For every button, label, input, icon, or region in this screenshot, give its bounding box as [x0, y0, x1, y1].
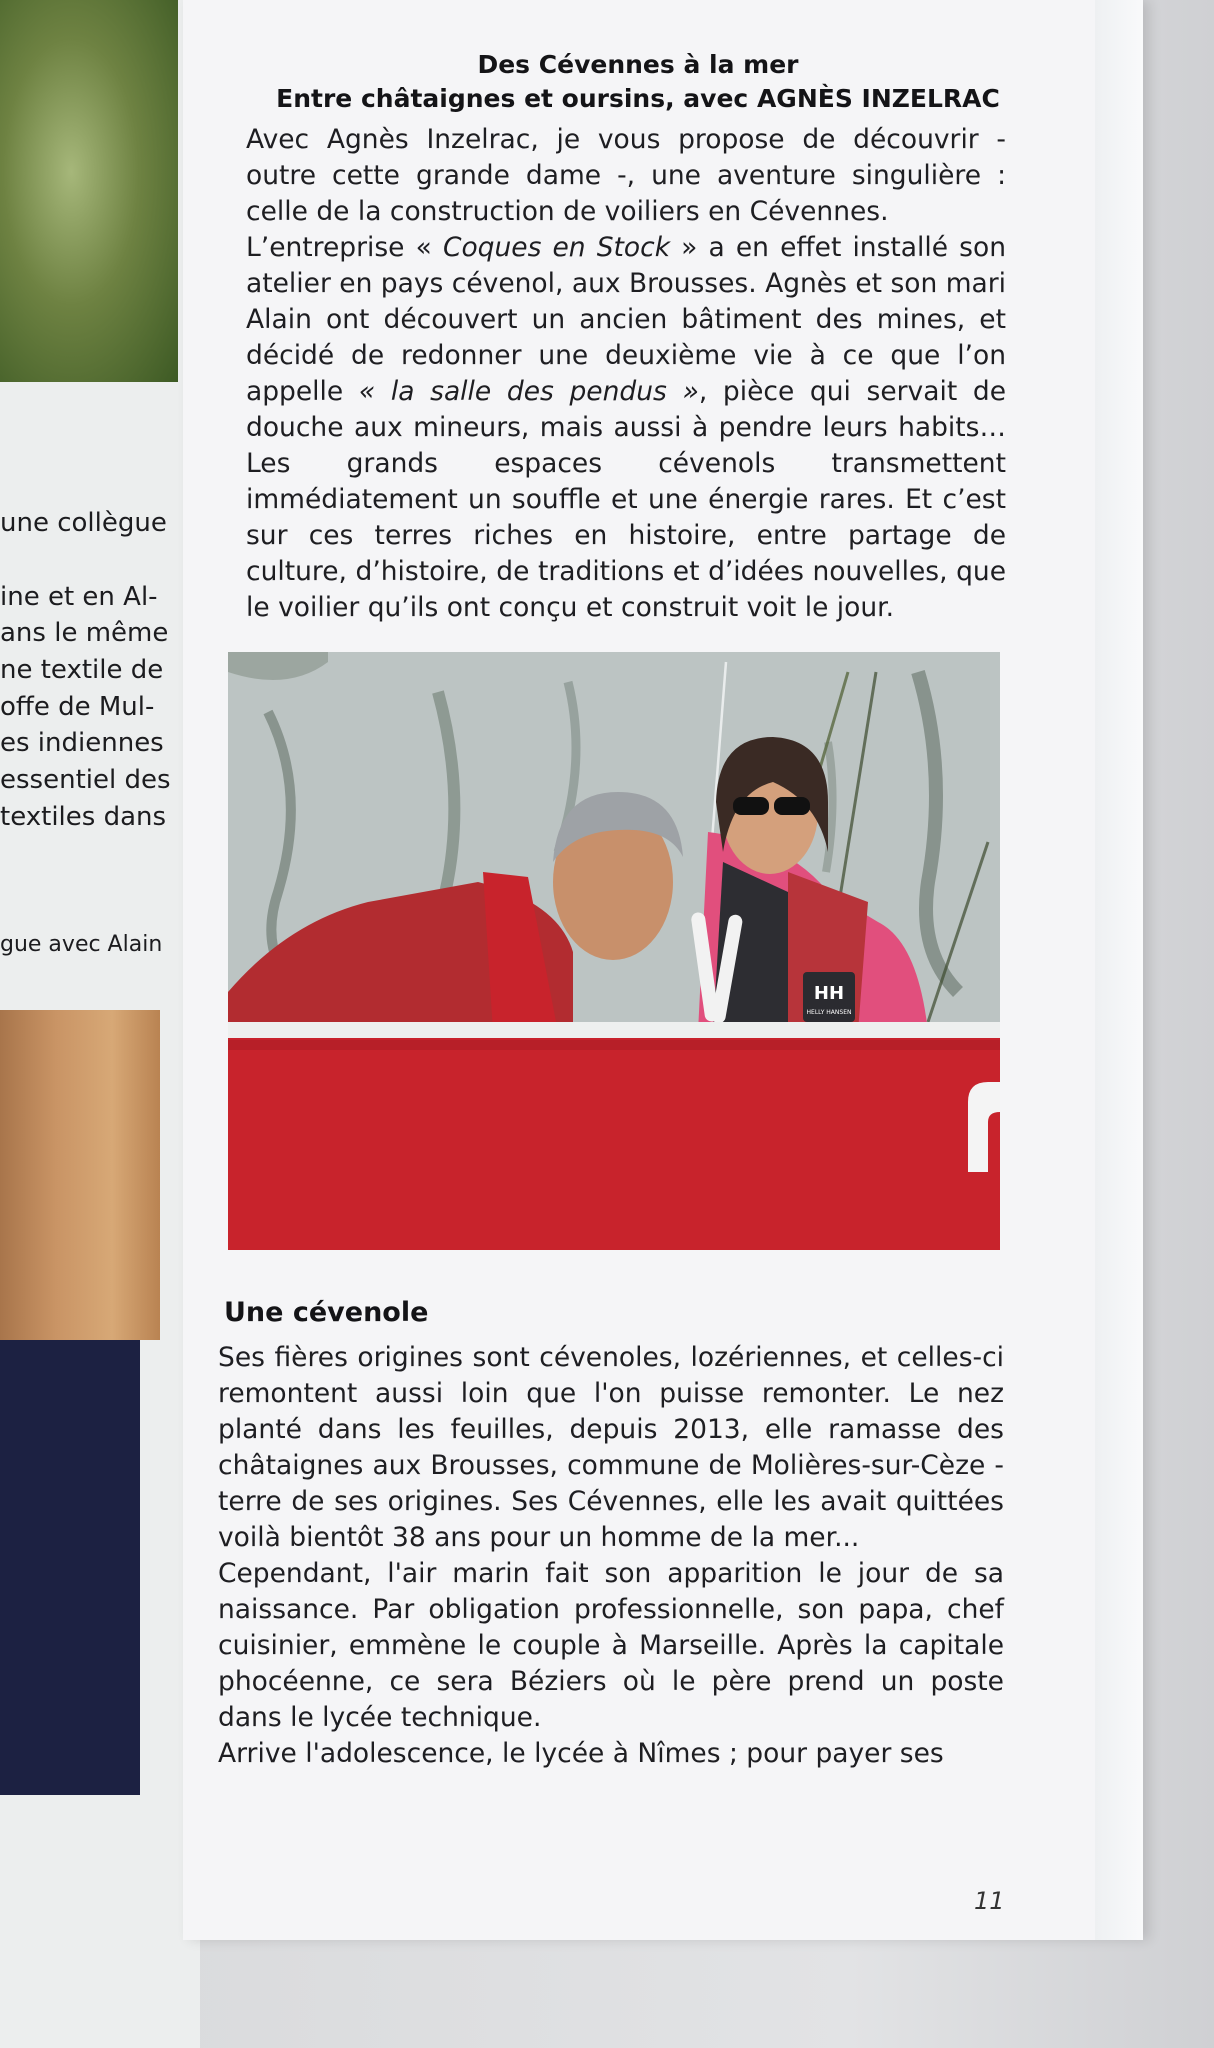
- left-text-line: textiles dans: [0, 802, 167, 832]
- adolescence-paragraph: Arrive l'adolescence, le lycée à Nîmes ; pour payer ses: [218, 1738, 944, 1769]
- boat-hull: [228, 1038, 1000, 1250]
- left-photo-caption: gue avec Alain: [0, 932, 163, 957]
- left-text-line: une collègue: [0, 508, 167, 538]
- left-text-line: essentiel des: [0, 765, 171, 795]
- left-top-photo: [0, 0, 178, 382]
- article-subtitle: Entre châtaignes et oursins, avec AGNÈS INZELRAC: [276, 84, 1000, 113]
- left-page: [0, 0, 200, 2048]
- page-edge: [1095, 0, 1143, 1940]
- sailboat-illustration: [228, 652, 1000, 1250]
- room-name: « la salle des pendus »: [358, 376, 699, 407]
- left-text-line: offe de Mul-: [0, 692, 155, 722]
- article-title: Des Cévennes à la mer: [477, 50, 799, 79]
- page-number: 11: [974, 1887, 1005, 1915]
- company-text-middle: » a en effet installé son atelier en pays cévenol, aux Brousses. Agnès et son mari Alain ont découvert un ancien bâtiment des mines, et décidé de redonner une deuxième vie à ce que l’on appelle: [246, 232, 1007, 407]
- company-text-before: L’entreprise «: [246, 232, 443, 263]
- origins-paragraph: Ses fières origines sont cévenoles, lozériennes, et celles-ci remontent aussi loin que l'on puisse remonter. Le nez planté dans les feuilles, depuis 2013, elle ramasse des châtaignes aux Brousses, commune de Molières-sur-Cèze - terre de ses origines. Ses Cévennes, elle les avait quittées voilà bientôt 38 ans pour un homme de la mer...: [218, 1342, 1004, 1553]
- company-paragraph: [246, 230, 1006, 626]
- left-text-line: ne textile de: [0, 655, 164, 685]
- article-body-block: [218, 1340, 1004, 1772]
- left-bottom-photo: [0, 1010, 160, 1795]
- hh-brand-text: HELLY HANSEN: [806, 1009, 852, 1016]
- section-heading: Une cévenole: [224, 1297, 429, 1328]
- intro-paragraph: Avec Agnès Inzelrac, je vous propose de découvrir - outre cette grande dame -, une aventure singulière : celle de la construction de voiliers en Cévennes.: [246, 124, 1006, 227]
- company-name: Coques en Stock: [442, 232, 671, 263]
- left-text-line: ine et en Al-: [0, 582, 158, 612]
- left-text-line: ans le même: [0, 618, 169, 648]
- company-text-after: , pièce qui servait de douche aux mineurs, mais aussi à pendre leurs habits… Les grands espaces cévenols transmettent immédiatement un souffle et une énergie rares. Et c’est sur ces terres riches en histoire, entre partage de culture, d’histoire, de traditions et d’idées nouvelles, que le voilier qu’ils ont conçu et construit voit le jour.: [246, 376, 1007, 623]
- left-text-line: es indiennes: [0, 728, 164, 758]
- hh-badge-text: HH: [813, 983, 845, 1004]
- sailboat-photo: [228, 652, 1000, 1250]
- birth-paragraph: Cependant, l'air marin fait son apparition le jour de sa naissance. Par obligation professionnelle, son papa, chef cuisinier, emmène le couple à Marseille. Après la capitale phocéenne, ce sera Béziers où le père prend un poste dans le lycée technique.: [218, 1558, 1004, 1733]
- article-intro-block: [246, 122, 1006, 626]
